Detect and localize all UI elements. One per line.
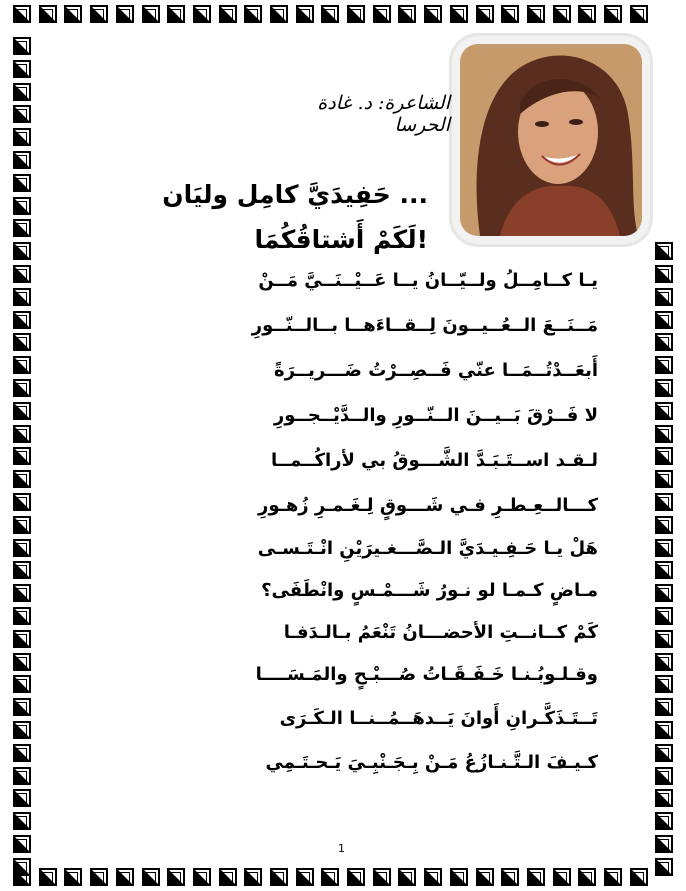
border-tile-icon — [630, 5, 648, 23]
border-tile-icon — [501, 5, 519, 23]
poet-portrait — [452, 36, 650, 244]
border-tile-icon — [13, 311, 31, 329]
border-tile-icon — [347, 868, 365, 886]
poem-title-line2: لَكَمْ أَشتاقُكُمَا! — [254, 225, 428, 254]
border-tile-icon — [553, 868, 571, 886]
border-tile-icon — [655, 356, 673, 374]
border-tile-icon — [13, 219, 31, 237]
border-tile-icon — [655, 767, 673, 785]
border-tile-icon — [655, 607, 673, 625]
border-tile-icon — [167, 5, 185, 23]
border-tile-icon — [13, 402, 31, 420]
verse-line: كـيـفَ الـتَّـنـازُعُ مَـنْ بِـجَـنْبِـيَ يَـحـتَـمِي — [265, 752, 598, 773]
border-tile-icon — [13, 356, 31, 374]
verse-line: تَــتَـذَكَّـرانِ أَوانَ يَــدهَــمُــنــا الـكَـرَى — [279, 708, 598, 729]
poem-title-line1: حَفِيدَيَّ كامِل وليَان ... — [162, 180, 428, 209]
border-tile-icon — [655, 516, 673, 534]
border-tile-icon — [13, 812, 31, 830]
border-tile-icon — [13, 630, 31, 648]
border-tile-icon — [13, 174, 31, 192]
border-tile-icon — [655, 721, 673, 739]
border-tile-icon — [244, 5, 262, 23]
border-tile-icon — [13, 584, 31, 602]
border-tile-icon — [13, 265, 31, 283]
border-tile-icon — [13, 516, 31, 534]
border-tile-icon — [13, 744, 31, 762]
border-tile-icon — [398, 5, 416, 23]
border-tile-icon — [13, 425, 31, 443]
border-tile-icon — [655, 288, 673, 306]
border-tile-icon — [655, 539, 673, 557]
border-tile-icon — [13, 858, 31, 876]
border-tile-icon — [13, 37, 31, 55]
border-tile-icon — [655, 561, 673, 579]
verse-line: مـاضٍ كـمـا لو نـورُ شَـــمْـسٍ وانْطَفَى؟ — [261, 580, 598, 601]
border-tile-icon — [13, 105, 31, 123]
border-tile-icon — [655, 675, 673, 693]
border-tile-icon — [604, 5, 622, 23]
verse-line: هَلْ يـا حَـفِـيـدَيَّ الـصَّـــغـيرَيْنِ انْـتَـسـى — [257, 538, 598, 559]
border-tile-icon — [373, 5, 391, 23]
border-tile-icon — [476, 5, 494, 23]
border-tile-icon — [655, 333, 673, 351]
border-tile-icon — [373, 868, 391, 886]
border-tile-icon — [13, 333, 31, 351]
border-tile-icon — [13, 721, 31, 739]
border-tile-icon — [13, 470, 31, 488]
border-tile-icon — [13, 242, 31, 260]
border-tile-icon — [655, 789, 673, 807]
border-tile-icon — [655, 698, 673, 716]
verse-line: كـــالــعِـطـرِ فـي شَـــوقٍ لِـغَـمـرِ زُهـورِ — [258, 495, 598, 516]
border-tile-icon — [630, 868, 648, 886]
border-tile-icon — [655, 402, 673, 420]
border-tile-icon — [398, 868, 416, 886]
border-tile-icon — [655, 858, 673, 876]
border-tile-icon — [655, 584, 673, 602]
border-tile-icon — [13, 83, 31, 101]
border-tile-icon — [219, 5, 237, 23]
border-tile-icon — [321, 5, 339, 23]
verse-line: يـا كــامِــلُ ولــيّــانُ يــا عَــيْــنَــيَّ مَــنْ — [258, 270, 598, 291]
border-tile-icon — [13, 607, 31, 625]
border-tile-icon — [13, 561, 31, 579]
border-tile-icon — [578, 868, 596, 886]
border-tile-icon — [270, 868, 288, 886]
border-tile-icon — [501, 868, 519, 886]
border-tile-icon — [90, 868, 108, 886]
border-tile-icon — [655, 653, 673, 671]
border-tile-icon — [13, 288, 31, 306]
border-tile-icon — [424, 868, 442, 886]
border-tile-icon — [64, 5, 82, 23]
border-tile-icon — [655, 265, 673, 283]
border-tile-icon — [39, 5, 57, 23]
portrait-photo-icon — [460, 44, 642, 236]
border-tile-icon — [553, 5, 571, 23]
border-tile-icon — [193, 5, 211, 23]
border-tile-icon — [13, 698, 31, 716]
border-tile-icon — [655, 493, 673, 511]
border-tile-icon — [527, 5, 545, 23]
border-tile-icon — [13, 447, 31, 465]
border-tile-icon — [296, 868, 314, 886]
border-tile-icon — [655, 630, 673, 648]
verse-line: أَبعَــدْتُــمَــا عنّي فَــصِــرْتُ ضَـــريــرَةً — [274, 360, 598, 381]
verse-line: مَــنَــعَ الــعُــيــونَ لِــقــاءَهــا بــالــنّــورِ — [251, 315, 598, 336]
border-tile-icon — [655, 447, 673, 465]
verse-line: لا فَــرْقَ بَــيــنَ الــنّــورِ والــدَّيْــجــورِ — [273, 405, 598, 426]
verse-line: لـقـد اســتَـبَـدَّ الشَّـــوقُ بي لأراكُــمــا — [271, 450, 598, 471]
border-tile-icon — [655, 311, 673, 329]
border-tile-icon — [193, 868, 211, 886]
border-tile-icon — [296, 5, 314, 23]
border-tile-icon — [90, 5, 108, 23]
border-tile-icon — [142, 868, 160, 886]
border-tile-icon — [13, 767, 31, 785]
border-tile-icon — [13, 493, 31, 511]
border-tile-icon — [13, 653, 31, 671]
border-tile-icon — [655, 242, 673, 260]
border-tile-icon — [142, 5, 160, 23]
border-tile-icon — [244, 868, 262, 886]
border-tile-icon — [578, 5, 596, 23]
border-tile-icon — [655, 744, 673, 762]
border-tile-icon — [13, 835, 31, 853]
border-tile-icon — [270, 5, 288, 23]
border-tile-icon — [13, 5, 31, 23]
verse-line: كَمْ كــانــتِ الأحضـــانُ تَنْعَمُ بـالـدَفـا — [283, 622, 598, 643]
border-tile-icon — [655, 812, 673, 830]
border-tile-icon — [13, 539, 31, 557]
border-tile-icon — [167, 868, 185, 886]
border-tile-icon — [13, 151, 31, 169]
border-tile-icon — [13, 675, 31, 693]
border-tile-icon — [655, 470, 673, 488]
border-tile-icon — [424, 5, 442, 23]
border-tile-icon — [13, 379, 31, 397]
border-tile-icon — [450, 5, 468, 23]
page-number: 1 — [338, 842, 345, 855]
border-tile-icon — [116, 5, 134, 23]
border-tile-icon — [13, 128, 31, 146]
border-tile-icon — [476, 868, 494, 886]
border-tile-icon — [604, 868, 622, 886]
border-tile-icon — [655, 835, 673, 853]
poet-credit: الشاعرة: د. غادة الحرسا — [317, 92, 450, 136]
border-tile-icon — [13, 60, 31, 78]
border-tile-icon — [347, 5, 365, 23]
border-tile-icon — [13, 789, 31, 807]
border-tile-icon — [64, 868, 82, 886]
border-tile-icon — [655, 379, 673, 397]
verse-line: وقـلـوبُـنـا خَـفَـقَـاتُ صُـــبْـحٍ والمَـسَــــا — [255, 664, 598, 685]
border-tile-icon — [321, 868, 339, 886]
border-tile-icon — [116, 868, 134, 886]
border-tile-icon — [39, 868, 57, 886]
border-tile-icon — [219, 868, 237, 886]
border-tile-icon — [527, 868, 545, 886]
border-tile-icon — [450, 868, 468, 886]
border-tile-icon — [655, 425, 673, 443]
border-tile-icon — [13, 197, 31, 215]
